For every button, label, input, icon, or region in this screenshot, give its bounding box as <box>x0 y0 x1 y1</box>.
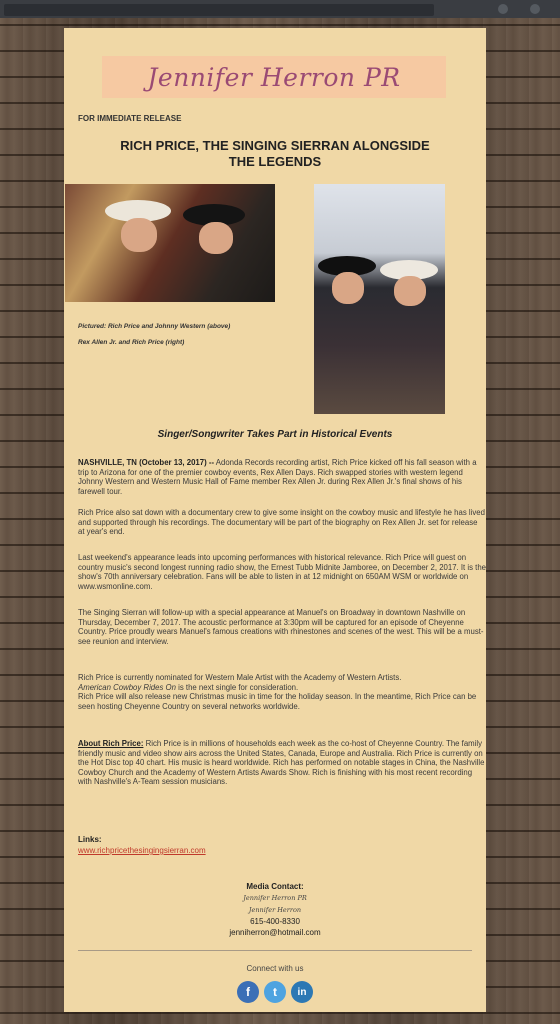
photo-caption-2: Rex Allen Jr. and Rich Price (right) <box>78 339 185 346</box>
banner-title: Jennifer Herron PR <box>147 62 401 92</box>
media-contact <box>175 881 375 938</box>
face-shape <box>199 222 233 254</box>
single-title: American Cowboy Rides On <box>78 682 176 692</box>
about-heading: About Rich Price: <box>78 739 144 748</box>
settings-icon[interactable] <box>530 4 540 14</box>
photo-rich-price-johnny-western <box>65 184 275 302</box>
connect-label: Connect with us <box>246 964 304 973</box>
dateline: NASHVILLE, TN (October 13, 2017) -- <box>78 458 215 467</box>
linkedin-icon[interactable]: in <box>291 981 313 1003</box>
contact-email[interactable]: jenniherron@hotmail.com <box>229 928 321 937</box>
contact-name: Jennifer Herron <box>248 906 302 914</box>
about-paragraph <box>78 739 486 787</box>
links-label: Links: <box>78 835 102 844</box>
photo-rex-allen-rich-price <box>314 184 445 414</box>
face-shape <box>394 276 426 306</box>
face-shape <box>121 218 157 252</box>
paragraph-2: Rich Price also sat down with a documentary crew to give some insight on the cowboy music and lifestyle he has lived and supported through his recordings. The documentary will be part of the biography on Rex Allen Jr. set for release at year's end. <box>78 508 485 537</box>
header-banner <box>102 56 446 98</box>
headline-line-1: RICH PRICE, THE SINGING SIERRAN ALONGSIDE <box>120 138 430 153</box>
email-body <box>64 28 486 1012</box>
paragraph-4: The Singing Sierran will follow-up with a special appearance at Manuel's on Broadway in downtown Nashville on Thursday, December 7, 2017. The acoustic performance at 3:30pm will be captured for an episode of Cheyenne Country. Price proudly wears Manuel's famous creations with rhinestones and scenes of the west. This will be a must-see reunion and interview. <box>78 608 484 646</box>
paragraph-3: Last weekend's appearance leads into upcoming performances with historical relevance. Rich Price will guest on country music's second longest running radio show, the Ernest Tubb Midnite Jamboree, on December 2, 2017. It is the show's 70th anniversary celebration. Fans will be able to listen in at 12 midnight on 650AM WSM or worldwide on www.wsmonline.com. <box>78 553 487 591</box>
nomination-line: Rich Price is currently nominated for Western Male Artist with the Academy of Western Artists. <box>78 673 402 682</box>
contact-company: Jennifer Herron PR <box>243 894 307 902</box>
website-link[interactable]: www.richpricethesingingsierran.com <box>78 846 206 855</box>
browser-top-bar <box>0 0 560 18</box>
contact-phone: 615-400-8330 <box>250 917 300 926</box>
single-line <box>78 683 486 693</box>
headline <box>84 138 466 170</box>
paragraph-1-text: Adonda Records recording artist, Rich Price kicked off his fall season with a trip to Arizona for one of the premier cowboy events, Rex Allen Days. Rich swapped stories with western legend Johnny Western and Western Music Hall of Fame member Rex Allen Jr. during Rex Allen Jr.'s final shows of his farewell tour. <box>78 458 477 496</box>
release-label: FOR IMMEDIATE RELEASE <box>78 114 182 123</box>
address-bar[interactable] <box>4 4 434 16</box>
face-shape <box>332 272 364 304</box>
paragraph-5 <box>78 673 486 711</box>
single-line-text: is the next single for consideration. <box>175 682 299 692</box>
headline-line-2: THE LEGENDS <box>228 154 322 169</box>
facebook-icon[interactable]: f <box>237 981 259 1003</box>
paragraph-1 <box>78 458 486 496</box>
about-text: Rich Price is in millions of households each week as the co-host of Cheyenne Country. The family friendly music and video show airs across the United States, Canada, Europe and Australia. Rich Price is currently on the Hot Disc top 40 chart. His music is heard worldwide. Rich has performed on notable stages in China, the Nashville Cowboy Church and the Academy of Western Artists Awards Show. Rich is finishing with his most recent recording with Nashville's A-Team session musicians. <box>78 739 485 787</box>
contact-title: Media Contact: <box>246 882 304 891</box>
subheadline: Singer/Songwriter Takes Part in Historical Events <box>157 429 393 440</box>
twitter-icon[interactable]: t <box>264 981 286 1003</box>
menu-icon[interactable] <box>498 4 508 14</box>
christmas-line: Rich Price will also release new Christmas music in time for the holiday season. In the meantime, Rich Price can be seen hosting Cheyenne Country on several networks worldwide. <box>78 692 477 711</box>
divider <box>78 950 472 951</box>
photo-caption-1: Pictured: Rich Price and Johnny Western (above) <box>78 323 231 330</box>
